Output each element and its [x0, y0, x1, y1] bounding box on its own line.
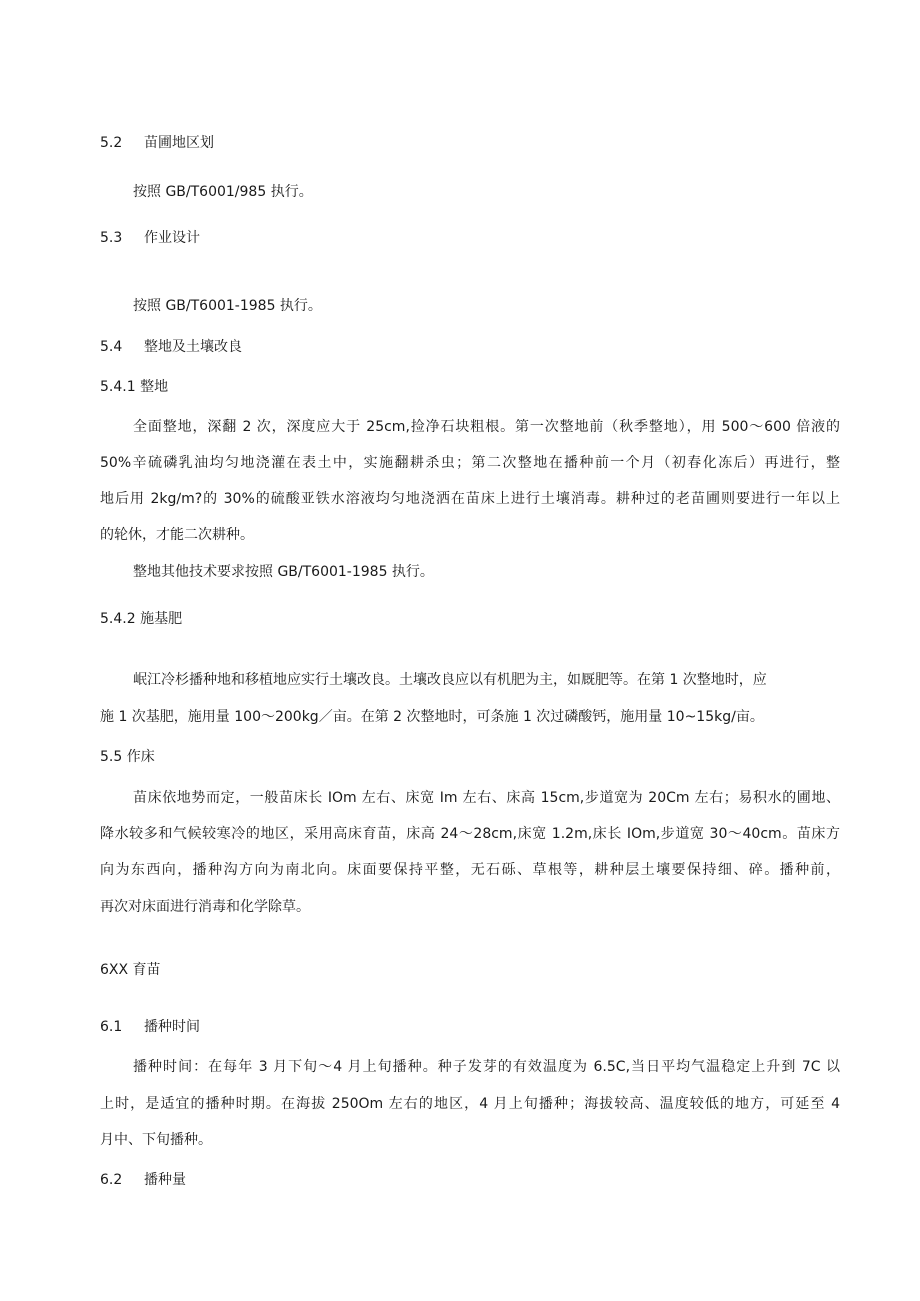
section-5-4-heading	[100, 337, 242, 357]
section-6-2-heading	[100, 1170, 186, 1190]
chapter-6-heading: 6XX 育苗	[100, 962, 161, 978]
section-5-2-body: 按照 GB/T6001/985 执行。	[133, 184, 313, 200]
section-number: 6.1	[100, 1019, 123, 1035]
section-title: 作业设计	[144, 230, 200, 246]
section-5-3-body: 按照 GB/T6001-1985 执行。	[133, 298, 322, 314]
paragraph-line: 岷江冷杉播种地和移植地应实行土壤改良。土壤改良应以有机肥为主，如厩肥等。在第 1 次整地时，应	[133, 672, 767, 688]
paragraph-line: 施 1 次基肥，施用量 100～200kg／亩。在第 2 次整地时，可条施 1 次过磷酸钙，施用量 10~15kg∕亩。	[100, 709, 764, 725]
section-5-4-2-heading: 5.4.2 施基肥	[100, 611, 183, 627]
paragraph-line: 的轮休，才能二次耕种。	[100, 527, 254, 543]
paragraph-line: 50%辛硫磷乳油均匀地浇灌在表土中，实施翻耕杀虫；第二次整地在播种前一个月（初春化冻后）再进行，整	[100, 455, 840, 471]
paragraph-line: 月中、下旬播种。	[100, 1132, 212, 1148]
paragraph-line: 整地其他技术要求按照 GB/T6001-1985 执行。	[133, 564, 434, 580]
paragraph-line: 苗床依地势而定，一般苗床长 IOm 左右、床宽 Im 左右、床高 15cm,步道宽为 20Cm 左右；易积水的圃地、	[133, 790, 840, 806]
section-title: 播种时间	[144, 1019, 200, 1035]
section-5-3-heading	[100, 228, 200, 248]
section-5-5-heading: 5.5 作床	[100, 749, 155, 765]
section-5-2-heading	[100, 133, 214, 153]
paragraph-line: 降水较多和气候较寒冷的地区，采用高床育苗，床高 24～28cm,床宽 1.2m,床长 IOm,步道宽 30～40cm。苗床方	[100, 826, 840, 842]
paragraph-line: 地后用 2kg∕m?的 30%的硫酸亚铁水溶液均匀地浇洒在苗床上进行土壤消毒。耕种过的老苗圃则要进行一年以上	[100, 491, 840, 507]
section-6-1-heading	[100, 1017, 200, 1037]
section-number: 5.3	[100, 230, 123, 246]
section-title: 整地及土壤改良	[144, 339, 242, 355]
section-title: 苗圃地区划	[144, 135, 214, 151]
paragraph-line: 上时，是适宜的播种时期。在海拔 250Om 左右的地区，4 月上旬播种；海拔较高、温度较低的地方，可延至 4	[100, 1096, 840, 1112]
paragraph-line: 播种时间：在每年 3 月下旬～4 月上旬播种。种子发芽的有效温度为 6.5C,当日平均气温稳定上升到 7C 以	[133, 1059, 840, 1075]
section-number: 5.4	[100, 339, 123, 355]
section-number: 6.2	[100, 1172, 123, 1188]
paragraph-line: 向为东西向，播种沟方向为南北向。床面要保持平整，无石砾、草根等，耕种层土壤要保持细、碎。播种前，	[100, 862, 840, 878]
paragraph-line: 再次对床面进行消毒和化学除草。	[100, 899, 310, 915]
section-number: 5.2	[100, 135, 123, 151]
section-title: 播种量	[144, 1172, 186, 1188]
paragraph-line: 全面整地，深翻 2 次，深度应大于 25cm,捡净石块粗根。第一次整地前（秋季整地），用 500～600 倍液的	[133, 419, 840, 435]
section-5-4-1-heading: 5.4.1 整地	[100, 379, 169, 395]
